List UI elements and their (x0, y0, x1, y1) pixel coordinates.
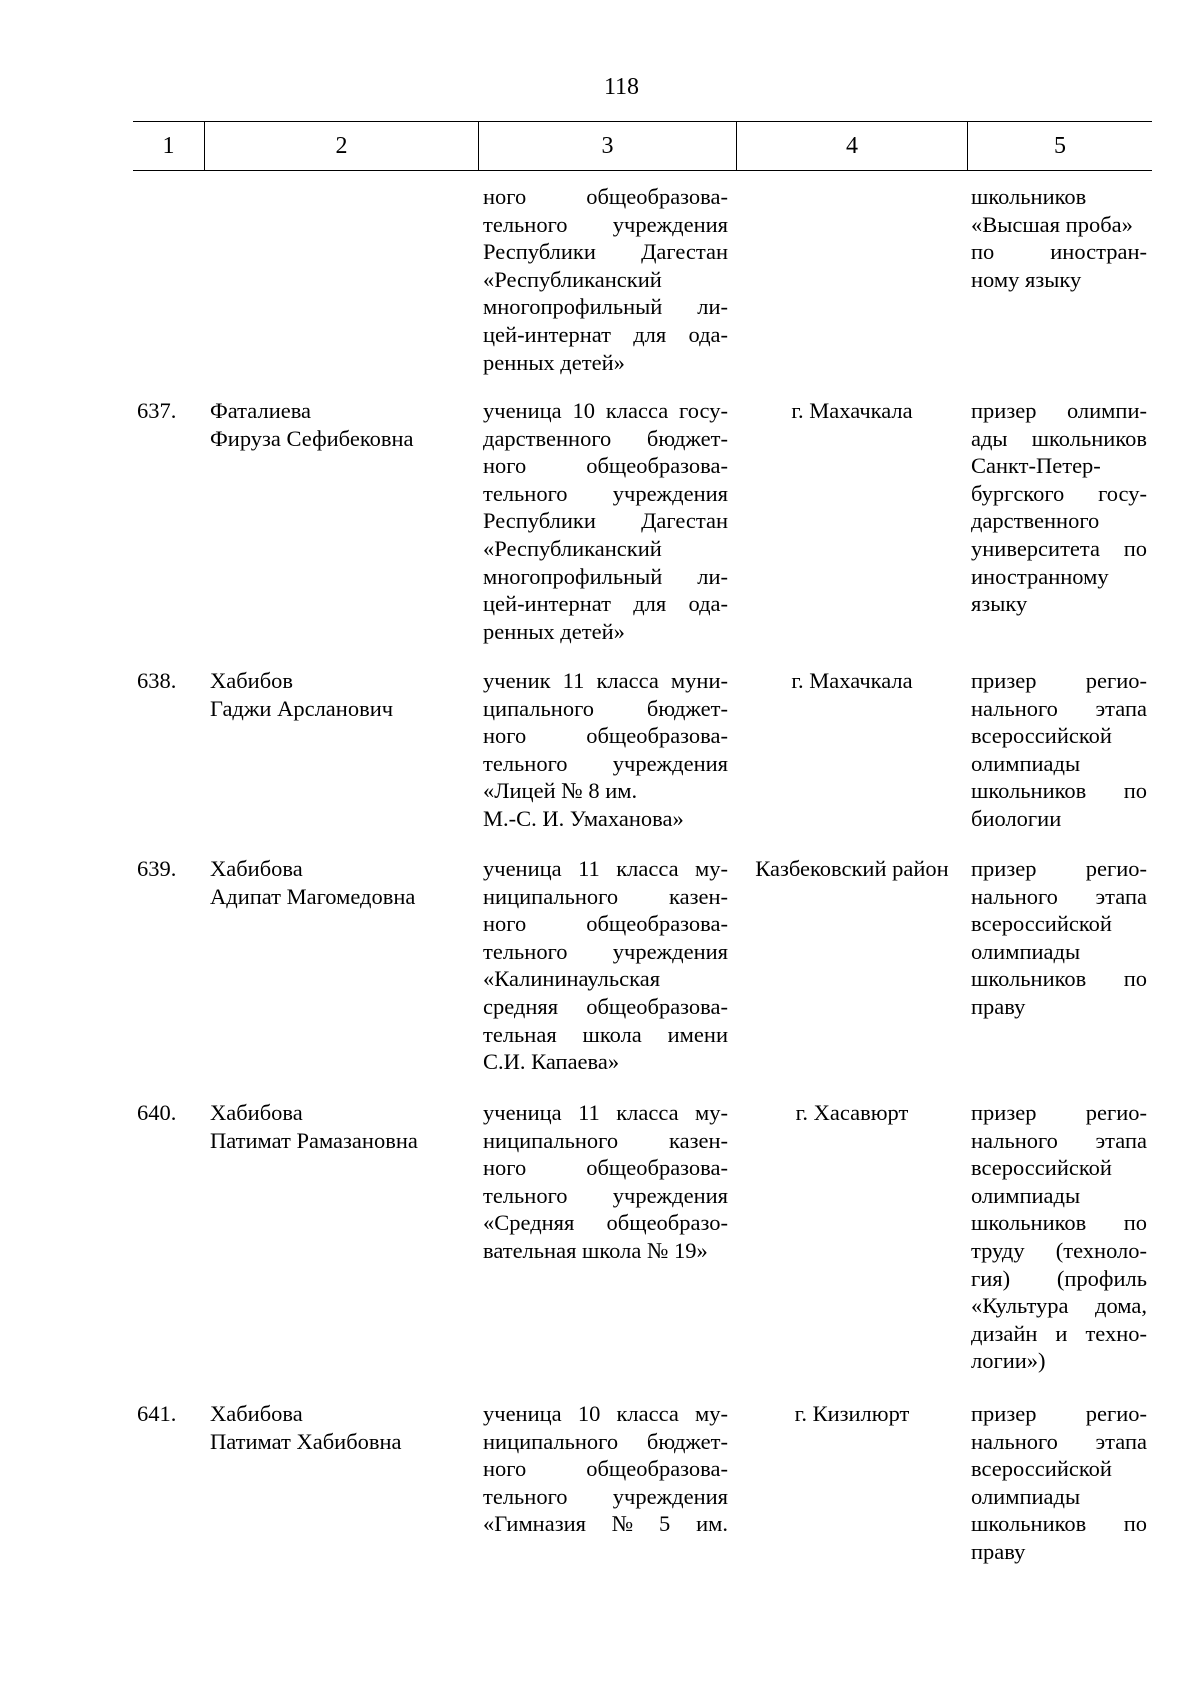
text-line (971, 695, 1147, 723)
word: многопрофильный (483, 294, 663, 320)
text-line: языку (971, 591, 1028, 617)
word: тельного (483, 211, 568, 237)
text-line: Хабибова (210, 1100, 303, 1125)
text-line (483, 1099, 728, 1127)
word: цей-интернат (483, 591, 611, 617)
word: (профиль (1056, 1265, 1147, 1291)
word: школа (582, 1021, 642, 1047)
word: ученик (483, 668, 551, 693)
word: общеобразо- (606, 1210, 728, 1236)
word: тельного (483, 750, 568, 776)
word: казен- (669, 1127, 728, 1153)
text-line (483, 1510, 728, 1538)
word: ученица (483, 856, 562, 881)
word: дарственного (483, 425, 612, 451)
row-number: 640. (137, 1100, 177, 1125)
word: Дагестан (641, 239, 728, 265)
text-line (483, 293, 728, 321)
word: 11 (578, 1100, 600, 1125)
page-number: 118 (603, 74, 640, 100)
word: дома, (1095, 1293, 1147, 1319)
text-line (971, 1320, 1147, 1348)
word: этапа (1095, 883, 1147, 909)
location: г. Хасавюрт (795, 1100, 909, 1125)
text-line: Хабибова (210, 1401, 303, 1426)
word: дизайн (971, 1320, 1038, 1346)
text-line (971, 1237, 1147, 1265)
word: ады (971, 425, 1008, 451)
word: этапа (1095, 1428, 1147, 1454)
word: ли- (697, 563, 728, 589)
text-line (483, 1483, 728, 1511)
text-line (483, 1455, 728, 1483)
text-line: всероссийской (971, 911, 1112, 937)
text-line (483, 397, 728, 425)
word: средняя (483, 993, 559, 1019)
text-line (483, 938, 728, 966)
person-name (210, 1400, 470, 1455)
word: по (1123, 778, 1147, 804)
word: учреждения (612, 1483, 728, 1509)
text-line: олимпиады (971, 1483, 1081, 1509)
word: ода- (688, 591, 728, 617)
word: му- (695, 856, 728, 881)
word: ного (483, 911, 527, 937)
text-line (483, 1021, 728, 1049)
text-line (483, 211, 728, 239)
text-line (971, 1428, 1147, 1456)
text-line: Патимат Рамазановна (210, 1127, 418, 1153)
text-line (971, 425, 1147, 453)
word: труду (971, 1237, 1025, 1263)
text-line: «Высшая проба» (971, 211, 1133, 237)
text-line: Хабибов (210, 668, 294, 693)
word: «Гимназия (483, 1511, 586, 1537)
word: общеобразова- (586, 453, 728, 479)
word: общеобразова- (586, 993, 728, 1019)
word: регио- (1085, 668, 1147, 693)
word: по (1123, 966, 1147, 992)
word: учреждения (612, 211, 728, 237)
text-line (971, 667, 1147, 695)
text-line: «Калининаульская (483, 966, 661, 992)
text-line (971, 883, 1147, 911)
word: госу- (1098, 480, 1147, 506)
word: этапа (1095, 695, 1147, 721)
word: ного (483, 723, 527, 749)
word: общеобразова- (586, 1456, 728, 1482)
word: ного (483, 1456, 527, 1482)
word: учреждения (612, 1182, 728, 1208)
word: школьников (971, 778, 1087, 804)
text-line (971, 1209, 1147, 1237)
word: общеобразова- (586, 723, 728, 749)
word: призер (971, 1100, 1037, 1125)
word: ного (483, 453, 527, 479)
word: ципального (483, 695, 595, 721)
word: нального (971, 1127, 1058, 1153)
text-line: ному языку (971, 266, 1082, 292)
text-line: «Лицей № 8 им. (483, 778, 638, 804)
text-line: олимпиады (971, 938, 1081, 964)
word: ниципального (483, 1127, 619, 1153)
text-line: Хабибова (210, 856, 303, 881)
word: класса (616, 856, 679, 881)
column-header-2: 2 (205, 122, 479, 170)
text-line (483, 238, 728, 266)
person-name (210, 397, 470, 452)
achievement-note (971, 1400, 1147, 1566)
text-line: школьников (971, 184, 1087, 209)
word: муни- (670, 668, 728, 693)
word: бюджет- (646, 1428, 728, 1454)
word: иностран- (1050, 239, 1147, 265)
word: по (1123, 535, 1147, 561)
text-line (971, 1510, 1147, 1538)
word: 11 (562, 668, 585, 693)
word: 5 (659, 1511, 671, 1537)
word: регио- (1085, 1401, 1147, 1426)
text-line: ренных детей» (483, 349, 625, 375)
text-line: иностранному (971, 563, 1109, 589)
text-line (483, 1182, 728, 1210)
word: (техноло- (1055, 1237, 1147, 1263)
word: по (971, 239, 995, 265)
text-line (483, 425, 728, 453)
text-line: ренных детей» (483, 618, 625, 644)
word: ниципального (483, 883, 619, 909)
word: нального (971, 1428, 1058, 1454)
row-number: 637. (137, 398, 177, 423)
word: тельного (483, 480, 568, 506)
word: Республики (483, 508, 596, 534)
school-description (483, 1099, 728, 1265)
word: призер (971, 1401, 1037, 1426)
text-line (483, 667, 728, 695)
text-line (971, 1099, 1147, 1127)
word: ученица (483, 398, 562, 423)
word: тельная (483, 1021, 557, 1047)
word: техно- (1085, 1320, 1147, 1346)
location: г. Махачкала (791, 668, 913, 693)
word: школьников (1031, 425, 1147, 451)
school-description (483, 1400, 728, 1538)
text-line: олимпиады (971, 1182, 1081, 1208)
word: нального (971, 883, 1058, 909)
text-line (483, 321, 728, 349)
text-line: Патимат Хабибовна (210, 1428, 402, 1454)
achievement-note (971, 667, 1147, 833)
column-header-5: 5 (1054, 132, 1066, 159)
word: им. (696, 1511, 728, 1537)
text-line (483, 452, 728, 480)
text-line (971, 397, 1147, 425)
text-line (483, 563, 728, 591)
word: этапа (1095, 1127, 1147, 1153)
word: школьников (971, 1210, 1087, 1236)
text-line (483, 1428, 728, 1456)
word: многопрофильный (483, 563, 663, 589)
word: гия) (971, 1265, 1011, 1291)
text-line: всероссийской (971, 1456, 1112, 1482)
person-name (210, 1099, 470, 1154)
word: 10 (577, 1401, 601, 1426)
word: общеобразова- (586, 911, 728, 937)
school-description (483, 397, 728, 645)
word: бургского (971, 480, 1065, 506)
word: бюджет- (646, 425, 728, 451)
word: ного (483, 184, 527, 209)
text-line (483, 722, 728, 750)
text-line: М.-С. И. Умаханова» (483, 805, 684, 831)
text-line: С.И. Капаева» (483, 1049, 620, 1075)
text-line (483, 883, 728, 911)
text-line (971, 480, 1147, 508)
word: тельного (483, 1182, 568, 1208)
word: класса (616, 1401, 679, 1426)
text-line (971, 238, 1147, 266)
word: тельного (483, 938, 568, 964)
word: му- (695, 1100, 728, 1125)
word: ниципального (483, 1428, 619, 1454)
achievement-note (971, 1099, 1147, 1375)
text-line (971, 855, 1147, 883)
word: «Культура (971, 1293, 1069, 1319)
word: госу- (679, 398, 728, 423)
text-line: Адипат Магомедовна (210, 883, 416, 909)
school-description (483, 855, 728, 1076)
location: г. Махачкала (791, 398, 913, 423)
achievement-note (971, 397, 1147, 618)
location: Казбековский район (755, 856, 949, 881)
word: регио- (1085, 856, 1147, 881)
text-line: олимпиады (971, 750, 1081, 776)
row-number: 639. (137, 856, 177, 881)
text-line (483, 1209, 728, 1237)
text-line (971, 1400, 1147, 1428)
text-line: Фируза Сефибековна (210, 425, 414, 451)
continuation-note (971, 183, 1147, 293)
person-name (210, 667, 470, 722)
word: учреждения (612, 480, 728, 506)
word: олимпи- (1066, 398, 1147, 423)
word: бюджет- (646, 695, 728, 721)
text-line: всероссийской (971, 723, 1112, 749)
continuation-description (483, 183, 728, 376)
word: общеобразова- (586, 184, 728, 209)
text-line (971, 777, 1147, 805)
column-header-3: 3 (479, 122, 737, 170)
text-line (483, 507, 728, 535)
text-line: всероссийской (971, 1155, 1112, 1181)
word: школьников (971, 966, 1087, 992)
word: общеобразова- (586, 1155, 728, 1181)
text-line (483, 1127, 728, 1155)
row-number: 641. (137, 1401, 177, 1426)
word: призер (971, 668, 1037, 693)
text-line (971, 1292, 1147, 1320)
table-header (133, 121, 1152, 171)
text-line: Фаталиева (210, 398, 312, 423)
word: призер (971, 856, 1037, 881)
achievement-note (971, 855, 1147, 1021)
word: для (633, 591, 667, 617)
word: по (1123, 1511, 1147, 1537)
text-line (971, 965, 1147, 993)
word: класса (596, 668, 659, 693)
word: «Средняя (483, 1210, 575, 1236)
word: призер (971, 398, 1037, 423)
word: Республики (483, 239, 596, 265)
text-line (483, 855, 728, 883)
word: Дагестан (641, 508, 728, 534)
text-line (971, 1265, 1147, 1293)
word: ли- (697, 294, 728, 320)
word: для (633, 321, 667, 347)
word: и (1055, 1320, 1068, 1346)
text-line: вательная школа № 19» (483, 1237, 708, 1263)
text-line (483, 993, 728, 1021)
word: казен- (669, 883, 728, 909)
text-line (483, 750, 728, 778)
text-line (483, 910, 728, 938)
text-line (483, 183, 728, 211)
word: университета (971, 535, 1101, 561)
column-header-4: 4 (737, 122, 968, 170)
school-description (483, 667, 728, 833)
word: по (1123, 1210, 1147, 1236)
word: ного (483, 1155, 527, 1181)
column-header-1: 1 (133, 122, 205, 170)
word: школьников (971, 1511, 1087, 1537)
text-line: праву (971, 993, 1026, 1019)
word: класса (616, 1100, 679, 1125)
text-line: праву (971, 1538, 1026, 1564)
row-number: 638. (137, 668, 177, 693)
word: ученица (483, 1100, 562, 1125)
word: нального (971, 695, 1058, 721)
word: № (611, 1511, 634, 1537)
text-line (483, 1154, 728, 1182)
text-line: Санкт-Петер- (971, 453, 1101, 479)
text-line (483, 695, 728, 723)
text-line (483, 480, 728, 508)
person-name (210, 855, 470, 910)
text-line (971, 1127, 1147, 1155)
text-line: «Республиканский (483, 266, 662, 292)
word: ода- (688, 321, 728, 347)
location: г. Кизилюрт (794, 1401, 910, 1426)
text-line: дарственного (971, 508, 1100, 534)
word: регио- (1085, 1100, 1147, 1125)
word: учреждения (612, 750, 728, 776)
text-line: «Республиканский (483, 535, 662, 561)
text-line: биологии (971, 805, 1062, 831)
word: 10 (572, 398, 595, 423)
word: имени (667, 1021, 728, 1047)
text-line: логии») (971, 1348, 1046, 1374)
text-line (971, 535, 1147, 563)
word: му- (694, 1401, 728, 1426)
word: тельного (483, 1483, 568, 1509)
text-line (483, 1400, 728, 1428)
word: 11 (578, 856, 600, 881)
word: класса (605, 398, 669, 423)
text-line: Гаджи Арсланович (210, 695, 394, 721)
word: учреждения (612, 938, 728, 964)
word: цей-интернат (483, 321, 611, 347)
word: ученица (483, 1401, 562, 1426)
text-line (483, 590, 728, 618)
